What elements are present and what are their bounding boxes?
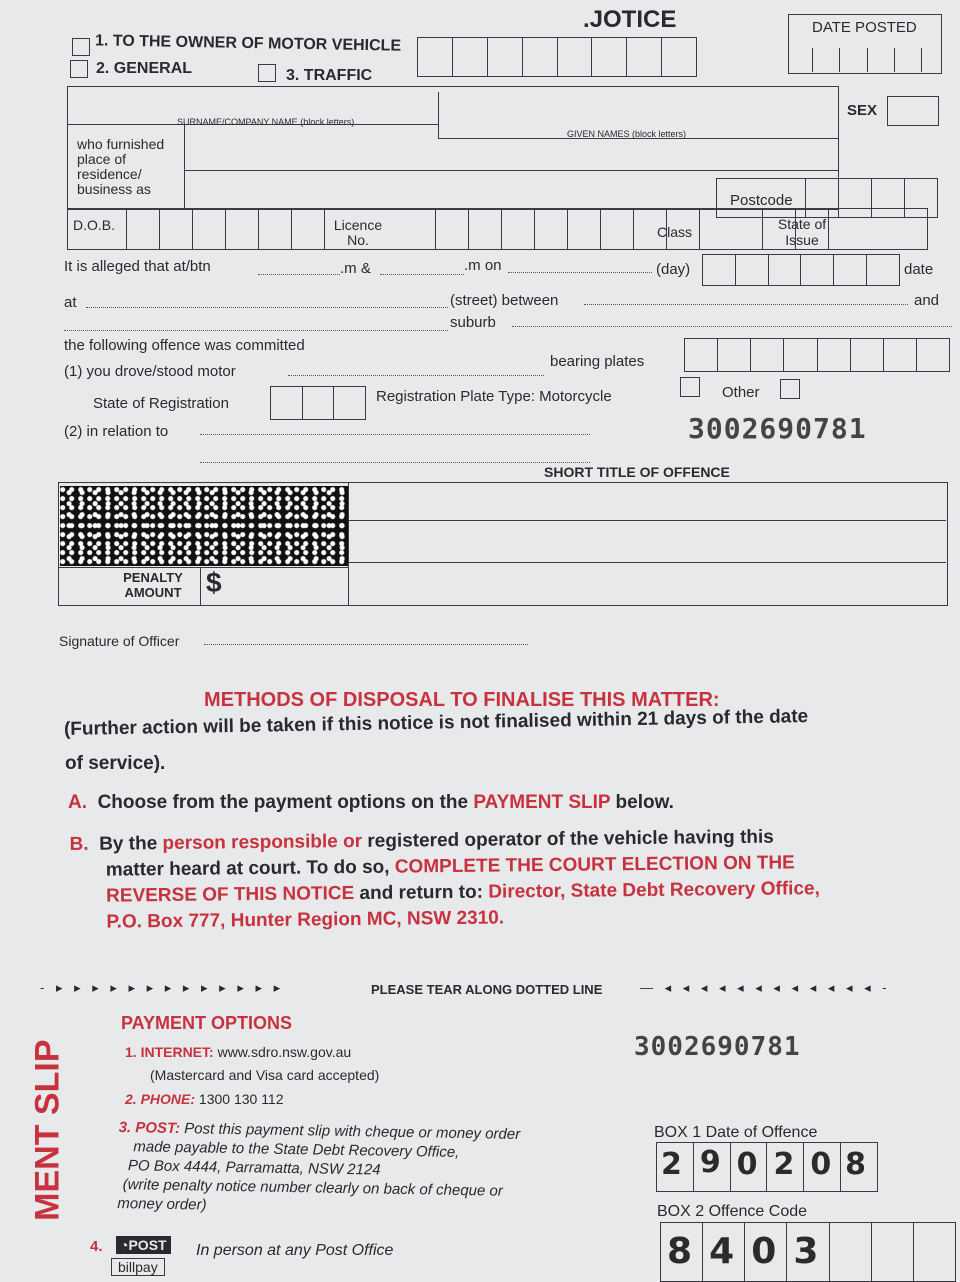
traffic-checkbox[interactable]: [258, 64, 276, 82]
time2-line: [380, 274, 464, 275]
cross-street-line: [64, 330, 448, 331]
methods-heading: METHODS OF DISPOSAL TO FINALISE THIS MATTER:: [204, 689, 720, 711]
payment-notice-number: 3002690781: [634, 1032, 801, 1062]
rego-cells-top[interactable]: [417, 37, 697, 75]
sex-label: SEX: [847, 102, 878, 119]
class-label: Class: [657, 224, 693, 240]
option-owner-label: 1. TO THE OWNER OF MOTOR VEHICLE: [94, 32, 402, 55]
other-label: Other: [722, 384, 760, 401]
address-line: [184, 170, 838, 171]
further-action-line2: of service).: [65, 753, 166, 774]
state-issue-label: State of Issue: [777, 216, 827, 248]
box1-date-cells[interactable]: [656, 1142, 878, 1190]
box1-digit: 2: [661, 1147, 682, 1182]
billpay-logo: billpay: [111, 1258, 165, 1276]
person-number: 4.: [90, 1238, 103, 1255]
option-traffic-label: 3. TRAFFIC: [286, 67, 373, 84]
box2-digit: 0: [751, 1231, 777, 1272]
postcode-label: Postcode: [730, 192, 793, 209]
table-divider: [348, 482, 349, 606]
phone-option: 2. PHONE: 1300 130 112: [125, 1091, 284, 1107]
dob-label: D.O.B.: [73, 217, 116, 233]
given-names-label: GIVEN NAMES (block letters): [567, 129, 687, 139]
tear-line-label: PLEASE TEAR ALONG DOTTED LINE: [371, 982, 603, 997]
box2-digit: 3: [793, 1231, 819, 1272]
suburb-line: [512, 326, 952, 327]
penalty-top-rule: [58, 567, 348, 568]
barcode-block: [60, 486, 348, 566]
dollar-sign: $: [206, 567, 222, 598]
plate-cells[interactable]: [684, 338, 950, 370]
box2-label: BOX 2 Offence Code: [657, 1203, 808, 1220]
sex-field[interactable]: [887, 96, 939, 126]
owner-checkbox[interactable]: [72, 38, 90, 56]
box1-digit: 0: [736, 1147, 758, 1182]
option-b: B. By the person responsible or registered operator of the vehicle having this matter heard at court. To do so, COMPLETE THE COURT ELECTION ON THE REVERSE OF THIS NOTICE and return to: Director, State Debt Recovery Office, P.O. Box 777, Hunter Region MC, NSW 2310.: [69, 826, 820, 933]
offence-committed-label: the following offence was committed: [64, 337, 305, 354]
date-posted-ticks: [812, 48, 922, 72]
box2-digit: 8: [667, 1231, 693, 1272]
day-label: (day): [656, 261, 691, 278]
address-divider: [184, 124, 185, 208]
alleged-label: It is alleged that at/btn: [64, 258, 211, 275]
surname-label: SURNAME/COMPANY NAME (block letters): [177, 117, 355, 127]
further-action-line1: (Further action will be taken if this notice is not finalised within 21 days of the date: [63, 706, 809, 740]
time1-line: [258, 274, 340, 275]
motorcycle-checkbox[interactable]: [680, 377, 700, 397]
notice-number: 3002690781: [688, 412, 867, 445]
between-line: [584, 304, 908, 305]
signature-line: [204, 644, 528, 645]
bearing-plates-label: bearing plates: [550, 353, 645, 370]
at-label: at: [64, 294, 77, 311]
vehicle-line: [288, 375, 544, 376]
payment-options-heading: PAYMENT OPTIONS: [121, 1013, 293, 1033]
relation-label: (2) in relation to: [64, 423, 169, 440]
signature-label: Signature of Officer: [59, 633, 180, 649]
box1-label: BOX 1 Date of Offence: [654, 1124, 818, 1141]
box1-digit: 9: [699, 1145, 721, 1180]
relation-line: [200, 434, 590, 435]
short-title-label: SHORT TITLE OF OFFENCE: [544, 464, 730, 480]
street-between-label: (street) between: [450, 292, 559, 309]
and-label: and: [914, 292, 940, 309]
box2-digit: 4: [709, 1231, 735, 1272]
box1-digit: 0: [810, 1147, 832, 1182]
internet-url[interactable]: www.sdro.nsw.gov.au: [217, 1044, 352, 1060]
person-option: In person at any Post Office: [196, 1242, 394, 1259]
tear-arrows-right: — ◂ ◂ ◂ ◂ ◂ ◂ ◂ ◂ ◂ ◂ ◂ ◂ -: [640, 980, 891, 995]
title-row-1: [348, 520, 946, 521]
tear-arrows-left: - ▸ ▸ ▸ ▸ ▸ ▸ ▸ ▸ ▸ ▸ ▸ ▸ ▸: [40, 980, 285, 995]
general-checkbox[interactable]: [70, 60, 88, 78]
title-row-2: [348, 562, 946, 563]
furnished-label: who furnished place of residence/ business as: [77, 136, 165, 197]
drove-label: (1) you drove/stood motor: [64, 363, 236, 380]
box2-code-cells[interactable]: [660, 1222, 956, 1280]
date-posted-label: DATE POSTED: [812, 19, 917, 36]
notice-title: .JOTICE: [583, 6, 677, 33]
internet-note: (Mastercard and Visa card accepted): [150, 1067, 380, 1083]
relation-line-2: [200, 462, 590, 463]
state-registration-label: State of Registration: [93, 395, 229, 412]
street-line: [86, 307, 448, 308]
other-checkbox[interactable]: [780, 379, 800, 399]
internet-option: 1. INTERNET: www.sdro.nsw.gov.au: [125, 1044, 352, 1060]
payment-slip-vertical: MENT SLIP: [28, 1039, 67, 1221]
day-line: [508, 272, 652, 273]
name-divider: [438, 92, 439, 138]
box1-digit: 2: [773, 1147, 795, 1182]
option-general-label: 2. GENERAL: [96, 60, 193, 77]
option-a: A. Choose from the payment options on the PAYMENT SLIP below.: [68, 792, 674, 813]
date-label: date: [904, 261, 934, 278]
penalty-divider: [200, 567, 201, 605]
suburb-label: suburb: [450, 314, 496, 331]
m-and-label: .m &: [340, 260, 371, 277]
box1-digit: 8: [845, 1147, 867, 1182]
state-registration-cells[interactable]: [270, 386, 366, 418]
penalty-label: PENALTY AMOUNT: [123, 570, 183, 600]
licence-label: Licence No.: [333, 217, 383, 248]
australia-post-logo: ◔POST: [116, 1236, 171, 1254]
plate-type-label: Registration Plate Type: Motorcycle: [376, 388, 612, 405]
offence-date-cells[interactable]: [702, 254, 900, 284]
m-on-label: .m on: [464, 257, 502, 274]
post-option: 3. POST: Post this payment slip with cheque or money order made payable to the State Debt Recovery Office, PO Box 4444, Parramatta, NSW 2124 (write penalty notice number clearly on back of cheque or money order): [117, 1119, 521, 1214]
